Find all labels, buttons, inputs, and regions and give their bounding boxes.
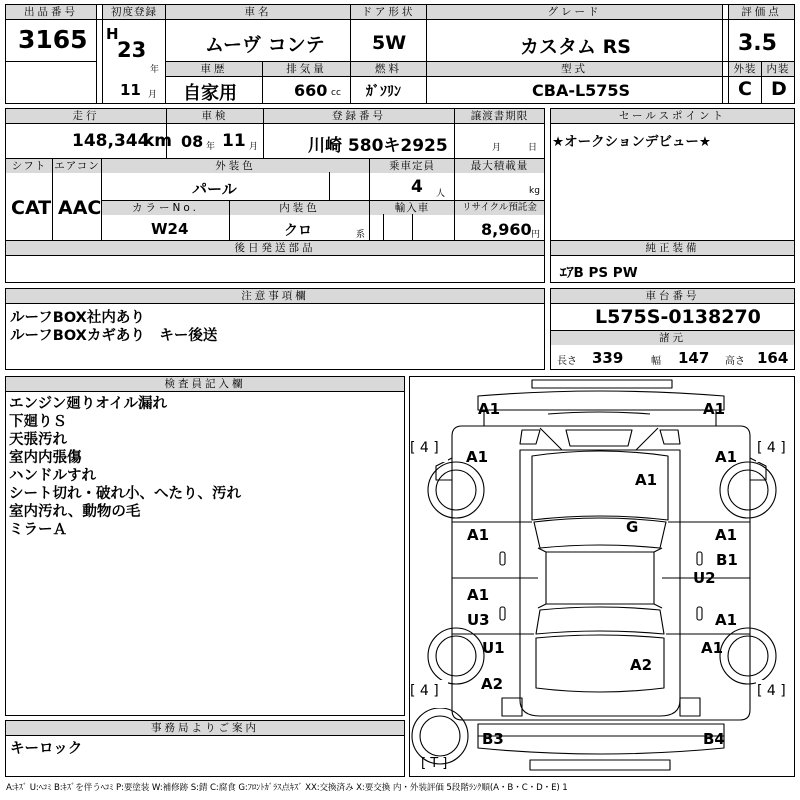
first-reg-month-unit: 月 (148, 90, 158, 100)
chassis-number: L575S-0138270 (595, 306, 761, 328)
shift-label: シフト (6, 159, 52, 173)
mark-right-quarter: A1 (701, 639, 724, 657)
vehicle-history: 自家用 (183, 83, 237, 104)
color-number: W24 (151, 220, 189, 238)
inspector-line: 室内汚れ、動物の毛 (9, 504, 141, 520)
aircon-label: エアコン (54, 160, 100, 172)
notes-line: ルーフBOXカギあり キー後送 (10, 328, 218, 344)
score: 3.5 (738, 31, 777, 56)
office-line: キーロック (10, 741, 83, 757)
door-type-label: ドア形状 (351, 5, 426, 19)
mark-right-rear-door: A1 (715, 611, 738, 629)
mileage-label: 走行 (6, 109, 166, 123)
notes-line: ルーフBOX社内あり (10, 310, 145, 326)
mark-rear-bumper-right: B4 (703, 730, 725, 748)
inspection-year-unit: 年 (206, 142, 216, 152)
first-reg-month: 11 (120, 81, 141, 99)
exterior-color: パール (192, 180, 237, 198)
transfer-deadline-label: 譲渡書期限 (455, 109, 544, 123)
capacity-label: 乗車定員 (370, 159, 454, 173)
mark-left-rear-door-u: U3 (467, 611, 490, 629)
exterior-color-label: 外装色 (102, 159, 369, 173)
color-number-label: カラーNo. (102, 201, 229, 215)
capacity-unit: 人 (436, 189, 446, 199)
car-name-label: 車名 (166, 5, 350, 19)
displacement-unit: cc (331, 88, 341, 98)
tire-rear-left-tread: [ 4 ] (410, 683, 439, 699)
inspector-line: エンジン廻りオイル漏れ (9, 396, 168, 412)
tire-front-left-tread: [ 4 ] (410, 440, 439, 456)
inspection-month: 11 (222, 131, 246, 151)
damage-legend: A:ｷｽﾞ U:ﾍｺﾐ B:ｷｽﾞを伴うﾍｺﾐ P:要塗装 W:補修跡 S:錆 C:腐食 G:ﾌﾛﾝﾄｶﾞﾗｽ点ｷｽﾞ XX:交換済み X:要交換 内・外装評価 5段階ﾗﾝｸ順(A・B・C・D・E) 1 (6, 783, 568, 793)
inspection-year: 08 (181, 132, 204, 151)
exterior-grade: C (738, 78, 752, 100)
interior-color-label: 内装色 (230, 201, 369, 215)
mileage: 148,344 (72, 131, 150, 151)
interior-label: 内装 (762, 62, 794, 76)
mark-front-bumper-right: A1 (703, 400, 726, 418)
mark-right-front-door: A1 (715, 526, 738, 544)
displacement: 660 (294, 81, 328, 100)
recycle-deposit-label: リサイクル預託金 (455, 201, 544, 215)
later-parts-label: 後日発送部品 (6, 241, 544, 255)
sales-point-label: セールスポイント (551, 109, 794, 123)
mark-front-bumper-left: A1 (478, 400, 501, 418)
model-label: 型式 (427, 62, 722, 76)
office-notes-label: 事務局よりご案内 (6, 721, 404, 735)
fuel: ｶﾞｿﾘﾝ (366, 84, 401, 100)
notes-label: 注意事項欄 (6, 289, 544, 303)
inspection-month-unit: 月 (249, 142, 259, 152)
inspector-notes (9, 395, 241, 539)
mark-left-rear-corner: A2 (481, 675, 504, 693)
vehicle-height: 164 (757, 349, 789, 367)
mark-right-sill: U2 (693, 569, 716, 587)
inspector-line: 室内内張傷 (9, 450, 82, 466)
load-unit: kg (529, 186, 540, 196)
exterior-label: 外装 (729, 62, 761, 76)
interior-color-unit: 系 (356, 230, 366, 240)
fuel-label: 燃料 (351, 62, 426, 76)
inspector-line: 天張汚れ (9, 432, 67, 448)
length-label: 長さ (557, 356, 577, 367)
inspector-notes-label: 検査員記入欄 (6, 377, 404, 391)
mark-left-rear-door: A1 (467, 586, 490, 604)
car-damage-diagram (410, 377, 794, 776)
transfer-month-unit: 月 (492, 143, 502, 153)
shift-type: CAT (11, 197, 52, 219)
model-code: CBA-L575S (532, 81, 631, 100)
vehicle-width: 147 (678, 349, 710, 367)
vehicle-length: 339 (592, 349, 624, 367)
mark-hood: A1 (635, 471, 658, 489)
inspector-line: ミラーＡ (9, 522, 67, 538)
inspector-line: ハンドルすれ (9, 468, 96, 484)
spare-tire-label: [ T ] (421, 756, 448, 771)
registration-plate: 川崎 580キ2925 (308, 136, 448, 156)
grade: カスタム RS (520, 36, 631, 58)
tire-rear-right-tread: [ 4 ] (757, 683, 786, 699)
chassis-number-label: 車台番号 (551, 289, 794, 303)
mark-right-fender: A1 (715, 448, 738, 466)
displacement-label: 排気量 (263, 62, 350, 76)
equipment-label: 純正装備 (551, 241, 794, 255)
interior-color: クロ (284, 223, 312, 239)
door-type: 5W (372, 32, 407, 54)
score-label: 評価点 (729, 5, 794, 19)
import-label: 輸入車 (370, 201, 454, 215)
aircon-type: AAC (58, 197, 102, 219)
max-load-label: 最大積載量 (455, 159, 544, 173)
factory-equipment: ｴｱB PS PW (560, 265, 638, 281)
specs-label: 諸元 (551, 331, 794, 345)
lot-number: 3165 (18, 25, 88, 54)
recycle-unit: 円 (531, 230, 541, 240)
mark-left-quarter: U1 (482, 639, 505, 657)
interior-grade: D (771, 78, 787, 100)
inspector-line: 下廻りＳ (9, 414, 67, 430)
inspection-label: 車検 (167, 109, 263, 123)
mileage-unit: km (143, 131, 173, 151)
mark-left-front-door: A1 (467, 526, 490, 544)
first-registration-label: 初度登録 (103, 5, 165, 19)
recycle-deposit: 8,960 (481, 220, 532, 239)
lot-number-label: 出品番号 (6, 5, 96, 19)
inspector-line: シート切れ・破れ小、へたり、汚れ (9, 486, 241, 502)
first-reg-year: 23 (117, 38, 147, 62)
mark-left-fender: A1 (466, 448, 489, 466)
car-name: ムーヴ コンテ (205, 34, 325, 56)
width-label: 幅 (651, 356, 661, 367)
plate-label: 登録番号 (264, 109, 454, 123)
transfer-day-unit: 日 (528, 143, 538, 153)
mark-windshield: G (626, 518, 639, 536)
sales-point: ★オークションデビュー★ (552, 134, 711, 150)
mark-rear-hatch: A2 (630, 656, 653, 674)
mark-rear-bumper-left: B3 (482, 730, 504, 748)
first-reg-year-unit: 年 (150, 65, 160, 75)
tire-front-right-tread: [ 4 ] (757, 440, 786, 456)
first-reg-era: H (106, 25, 119, 43)
history-label: 車歴 (166, 62, 262, 76)
seating-capacity: 4 (411, 177, 423, 197)
height-label: 高さ (725, 356, 745, 367)
grade-label: グレード (427, 5, 722, 19)
mark-right-front-door-b: B1 (716, 551, 738, 569)
